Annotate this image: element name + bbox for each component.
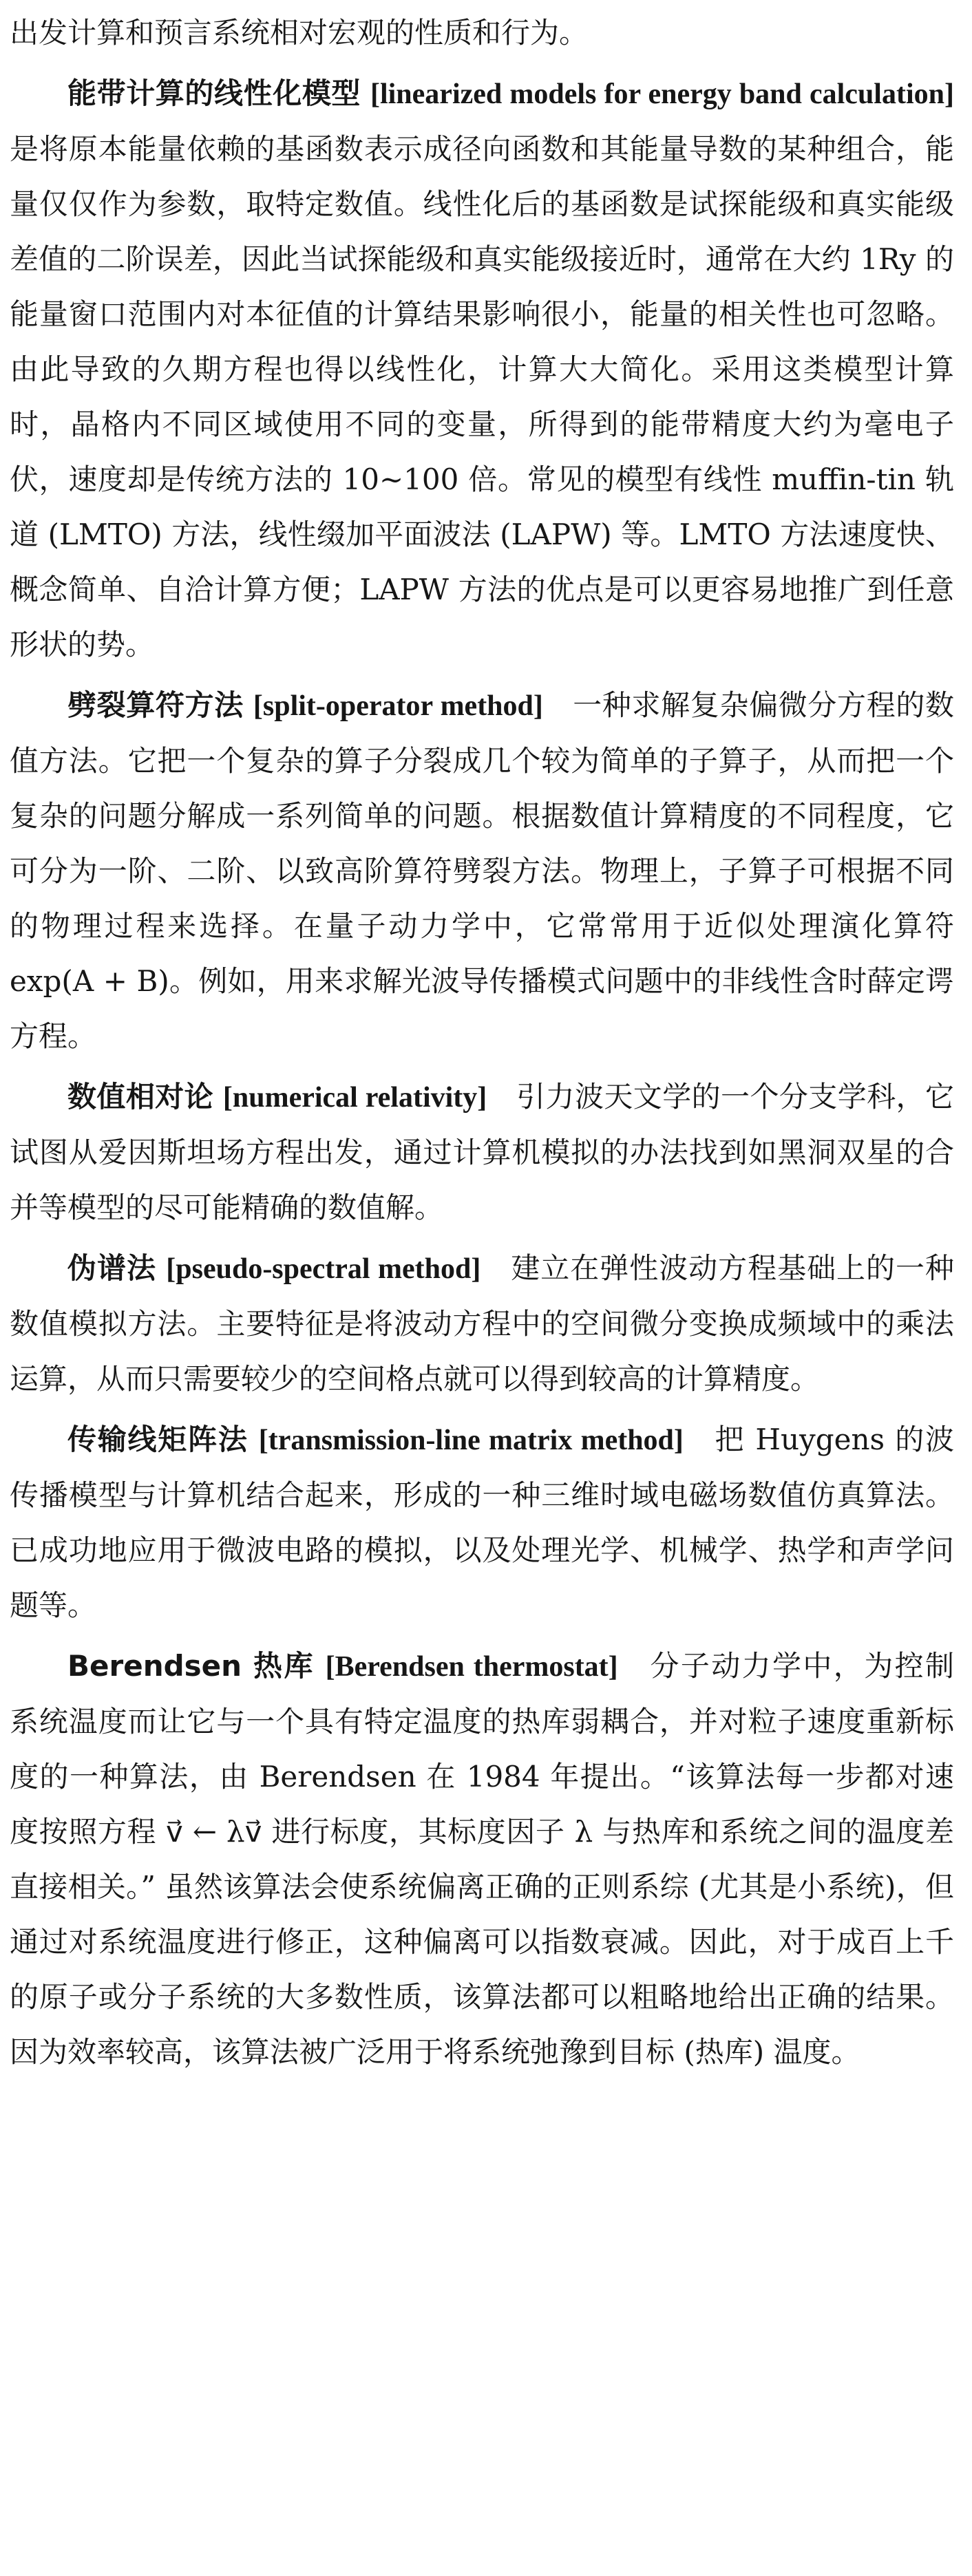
entry-berendsen-thermostat xyxy=(10,1639,954,2080)
entry-definition: 引力波天文学的一个分支学科，它试图从爱因斯坦场方程出发，通过计算机模拟的办法找到如黑洞双星的合并等模型的尽可能精确的数值解。 xyxy=(10,1080,954,1224)
entry-term: 劈裂算符方法 xyxy=(67,688,244,722)
entry-term: 数值相对论 xyxy=(67,1080,214,1114)
entry-english-term: [Berendsen thermostat] xyxy=(325,1651,618,1683)
lead-paragraph: 出发计算和预言系统相对宏观的性质和行为。 xyxy=(10,16,589,50)
entry-english-term: [transmission-line matrix method] xyxy=(258,1425,684,1456)
entry-split-operator xyxy=(10,678,954,1064)
entry-definition: 分子动力学中，为控制系统温度而让它与一个具有特定温度的热库弱耦合，并对粒子速度重新标度的一种算法，由 Berendsen 在 1984 年提出。“该算法每一步都对速度按照方程 v⃗ ← λv⃗ 进行标度，其标度因子 λ 与热库和系统之间的温度差直接相关。” 虽然该算法会使系统偏离正确的正则系综 (尤其是小系统)，但通过对系统温度进行修正，这种偏离可以指数衰减。因此，对于成百上千的原子或分子系统的大多数性质，该算法都可以粗略地给出正确的结果。因为效率较高，该算法被广泛用于将系统弛豫到目标 (热库) 温度。 xyxy=(10,1649,954,2069)
entry-numerical-relativity xyxy=(10,1069,954,1235)
entry-linearized-models xyxy=(10,66,954,672)
entry-term: Berendsen 热库 xyxy=(67,1649,315,1683)
entry-english-term: [numerical relativity] xyxy=(222,1082,487,1114)
entry-term: 能带计算的线性化模型 xyxy=(67,76,361,110)
entry-pseudo-spectral xyxy=(10,1241,954,1407)
entry-english-term: [pseudo-spectral method] xyxy=(166,1253,481,1285)
entry-english-term: [split-operator method] xyxy=(253,690,543,722)
entry-transmission-line xyxy=(10,1412,954,1633)
entry-definition: 把 Huygens 的波传播模型与计算机结合起来，形成的一种三维时域电磁场数值仿真算法。已成功地应用于微波电路的模拟，以及处理光学、机械学、热学和声学问题等。 xyxy=(10,1423,954,1622)
entry-definition: 一种求解复杂偏微分方程的数值方法。它把一个复杂的算子分裂成几个较为简单的子算子，从而把一个复杂的问题分解成一系列简单的问题。根据数值计算精度的不同程度，它可分为一阶、二阶、以致高阶算符劈裂方法。物理上，子算子可根据不同的物理过程来选择。在量子动力学中，它常常用于近似处理演化算符 exp(A + B)。例如，用来求解光波导传播模式问题中的非线性含时薛定谔方程。 xyxy=(10,688,954,1053)
entry-definition: 建立在弹性波动方程基础上的一种数值模拟方法。主要特征是将波动方程中的空间微分变换成频域中的乘法运算，从而只需要较少的空间格点就可以得到较高的计算精度。 xyxy=(10,1251,954,1396)
entry-term: 伪谱法 xyxy=(67,1251,156,1285)
entry-definition: 是将原本能量依赖的基函数表示成径向函数和其能量导数的某种组合，能量仅仅作为参数，取特定数值。线性化后的基函数是试探能级和真实能级差值的二阶误差，因此当试探能级和真实能级接近时，通常在大约 1Ry 的能量窗口范围内对本征值的计算结果影响很小，能量的相关性也可忽略。由此导致的久期方程也得以线性化，计算大大简化。采用这类模型计算时，晶格内不同区域使用不同的变量，所得到的能带精度大约为毫电子伏，速度却是传统方法的 10∼100 倍。常见的模型有线性 muffin-tin 轨道 (LMTO) 方法，线性缀加平面波法 (LAPW) 等。LMTO 方法速度快、概念简单、自洽计算方便；LAPW 方法的优点是可以更容易地推广到任意形状的势。 xyxy=(10,132,954,661)
entry-term: 传输线矩阵法 xyxy=(67,1423,249,1456)
entry-english-term: [linearized models for energy band calculation] xyxy=(370,78,954,110)
